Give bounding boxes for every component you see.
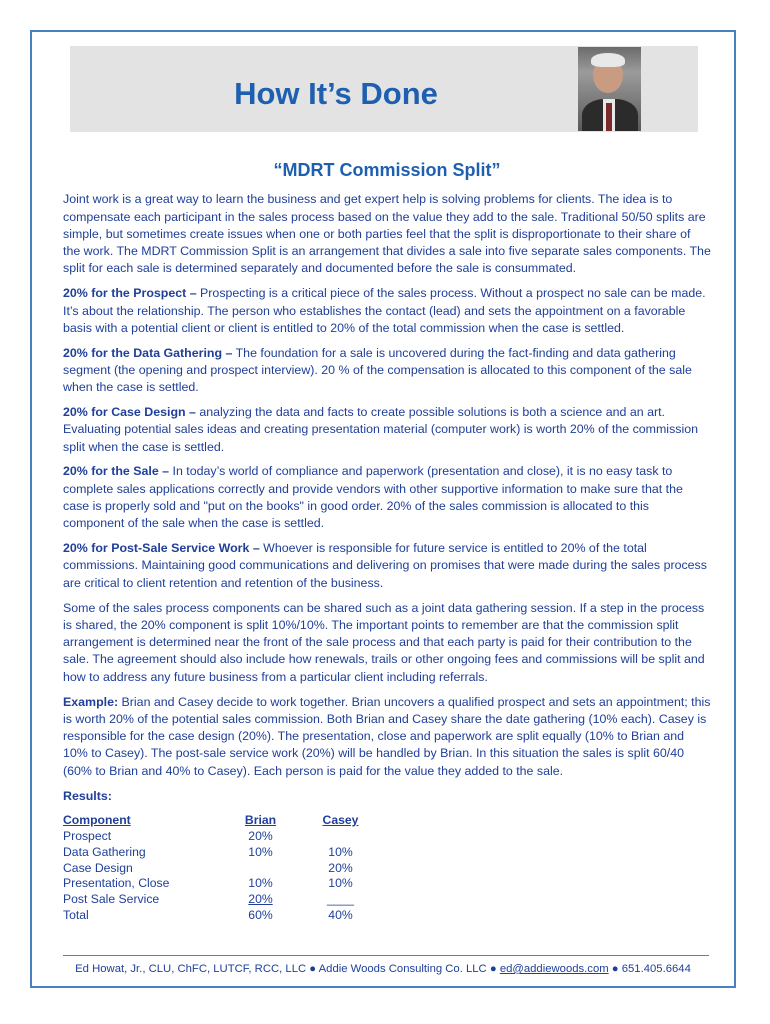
post-sale-label: 20% for Post-Sale Service Work –	[63, 541, 260, 556]
footer-divider	[63, 955, 709, 956]
footer	[30, 963, 736, 975]
table-row	[63, 829, 373, 845]
document-subtitle: “MDRT Commission Split”	[273, 160, 501, 180]
casey-cell: 20%	[328, 860, 353, 875]
data-gathering-paragraph	[63, 345, 711, 397]
sale-paragraph	[63, 463, 711, 532]
document-body	[63, 162, 711, 924]
brian-cell: 60%	[248, 908, 273, 923]
table-row	[63, 908, 373, 924]
page-title: How It’s Done	[234, 76, 438, 111]
sale-label: 20% for the Sale –	[63, 464, 170, 479]
footer-phone: ● 651.405.6644	[608, 963, 691, 975]
results-header-row	[63, 813, 373, 829]
brian-cell	[213, 861, 308, 877]
brian-cell: 20%	[248, 828, 273, 843]
table-row	[63, 892, 373, 908]
example-text: Brian and Casey decide to work together. Brian uncovers a qualified prospect and sets an appointment; this is worth 20% of the potential sales commission. Both Brian and Casey share the date gathering (10% each). Casey is responsible for the case design (20%). The presentation, close and paperwork are split equally (10% to Brian and 10% to Casey). The post-sale service work (20%) will be handled by Brian. In this situation the sales is split 60/40 (60% to Brian and 40% to Casey). Each person is paid for the value they added to the sale.	[63, 694, 711, 778]
post-sale-text: Whoever is responsible for future service is entitled to 20% of the total commissions. Maintaining good communications and delivering on promises that were made during the sales process are critical to client retention and retention of the business.	[63, 541, 707, 590]
author-photo	[578, 47, 641, 131]
component-cell: Case Design	[63, 860, 133, 875]
column-header-component: Component	[63, 812, 131, 827]
table-row	[63, 845, 373, 861]
casey-cell: 40%	[328, 908, 353, 923]
casey-cell	[308, 829, 373, 845]
data-gathering-label: 20% for the Data Gathering –	[63, 345, 233, 360]
table-row	[63, 861, 373, 877]
casey-cell: 10%	[328, 844, 353, 859]
intro-paragraph: Joint work is a great way to learn the business and get expert help is solving problems for clients. The idea is to compensate each participant in the sales process based on the value they add to the sale. Traditional 50/50 splits are simple, but sometimes create issues when one or both parties feel that the split is disproportionate to their share of the work. The MDRT Commission Split is an arrangement that divides a sale into five separate sales components. The split for each sale is determined separately and documented before the sale is consummated.	[63, 192, 711, 276]
case-design-label: 20% for Case Design –	[63, 405, 196, 420]
prospect-label: 20% for the Prospect –	[63, 286, 197, 301]
column-header-brian: Brian	[244, 812, 277, 827]
example-paragraph	[63, 694, 711, 780]
results-table	[63, 813, 373, 924]
footer-credentials: Ed Howat, Jr., CLU, ChFC, LUTCF, RCC, LLC ● Addie Woods Consulting Co. LLC ●	[75, 963, 500, 975]
brian-cell: 10%	[248, 844, 273, 859]
component-cell: Total	[63, 908, 89, 923]
sale-text: In today’s world of compliance and paperwork (presentation and close), it is no easy task to complete sales applications correctly and provide vendors with other supportive information to make sure that the case is properly sold and "put on the books" in good order. 20% of the sales commission is allocated to this component of the sale when the case is settled.	[63, 464, 683, 531]
email-link[interactable]: ed@addiewoods.com	[499, 963, 609, 975]
component-cell: Post Sale Service	[63, 892, 160, 907]
column-header-casey: Casey	[322, 812, 359, 827]
component-cell: Prospect	[63, 828, 112, 843]
component-cell: Presentation, Close	[63, 876, 170, 891]
case-design-paragraph	[63, 404, 711, 456]
brian-cell: 10%	[248, 876, 273, 891]
shared-components-paragraph: Some of the sales process components can be shared such as a joint data gathering session. If a step in the process is shared, the 20% component is split 10%/10%. The important points to remember are that the commission split arrangement is determined near the front of the sale process and that each party is paid for their contribution to the sale. The agreement should also include how renewals, trails or other ongoing fees and commissions will be split and how to address any future business from a particular client including referrals.	[63, 600, 705, 684]
example-label: Example:	[63, 694, 119, 709]
component-cell: Data Gathering	[63, 844, 146, 859]
casey-cell: 10%	[328, 876, 353, 891]
results-heading: Results:	[63, 788, 112, 803]
post-sale-paragraph	[63, 540, 711, 592]
data-gathering-text: The foundation for a sale is uncovered during the fact-finding and data gathering segment (the opening and prospect interview). 20 % of the compensation is allocated to this component of the sale when the case is settled.	[63, 345, 692, 395]
case-design-text: analyzing the data and facts to create possible solutions is both a science and an art. Evaluating potential sales ideas and creating presentation material (computer work) is worth 20% of the commission split when the case is settled.	[63, 405, 698, 454]
prospect-paragraph	[63, 285, 711, 337]
table-row	[63, 876, 373, 892]
prospect-text: Prospecting is a critical piece of the sales process. Without a prospect no sale can be made. It’s about the relationship. The person who establishes the contact (lead) and sets the appointment on a favorable basis with a potential client or client is entitled to 20% of the total commission when the case is settled.	[63, 286, 706, 335]
casey-cell: ____	[326, 892, 355, 907]
brian-cell: 20%	[248, 892, 273, 907]
